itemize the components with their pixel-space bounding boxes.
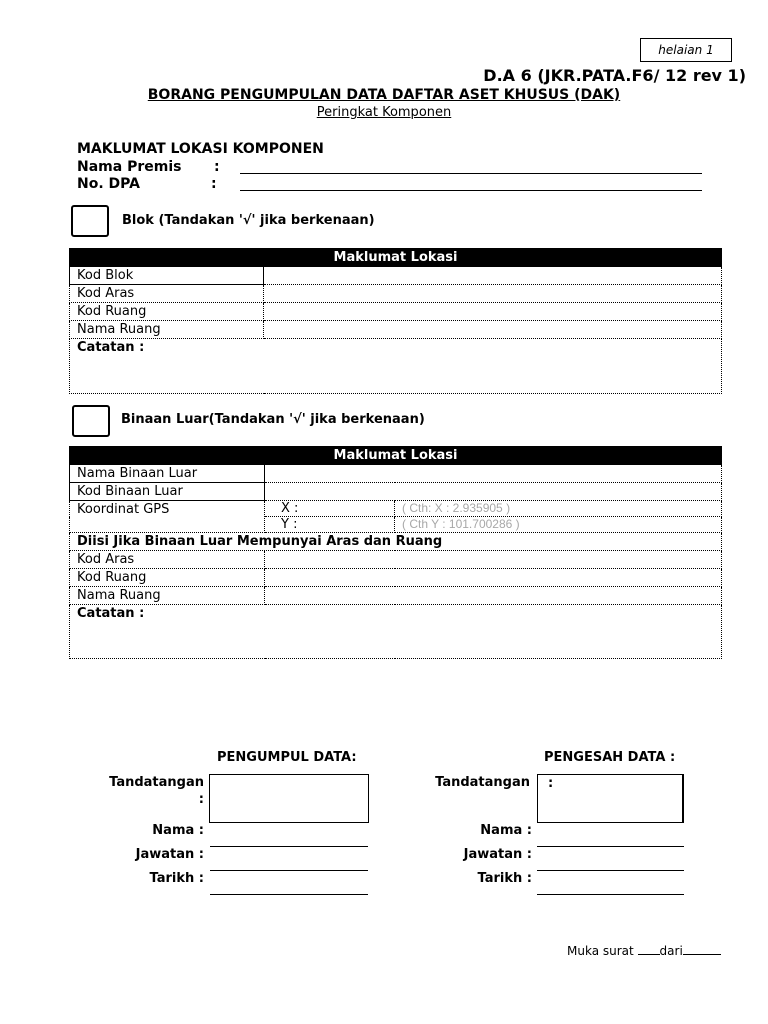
external-code-label: Kod Binaan Luar xyxy=(70,483,265,501)
form-subtitle: Peringkat Komponen xyxy=(316,105,452,120)
gps-x-label: X : xyxy=(265,501,395,517)
external-checkbox-label: Binaan Luar(Tandakan '√' jika berkenaan) xyxy=(121,412,425,427)
approver-position-label: Jawatan : xyxy=(463,847,532,862)
collector-signature-label: Tandatangan xyxy=(109,775,204,790)
table-row xyxy=(70,465,722,483)
approver-signature-colon: : xyxy=(548,776,554,791)
approver-heading: PENGESAH DATA : xyxy=(544,750,676,765)
table-row xyxy=(70,501,722,517)
block-notes-label: Catatan : xyxy=(77,340,145,355)
external-room-name-label: Nama Ruang xyxy=(70,587,265,605)
external-code-field[interactable] xyxy=(265,483,722,501)
block-floor-field[interactable] xyxy=(264,285,722,303)
block-room-code-label: Kod Ruang xyxy=(70,303,264,321)
block-code-field[interactable] xyxy=(264,267,722,285)
location-heading: MAKLUMAT LOKASI KOMPONEN xyxy=(77,141,324,157)
approver-name-field[interactable] xyxy=(537,846,684,847)
external-floor-field[interactable] xyxy=(265,551,722,569)
page-of-label: dari xyxy=(659,944,683,958)
dpa-field[interactable] xyxy=(240,190,702,191)
approver-name-label: Nama : xyxy=(480,823,532,838)
external-name-field[interactable] xyxy=(265,465,722,483)
collector-date-field[interactable] xyxy=(210,894,368,895)
collector-signature-box[interactable] xyxy=(209,774,369,823)
external-checkbox[interactable] xyxy=(72,405,110,437)
page-total-field[interactable] xyxy=(683,944,721,955)
table-row xyxy=(70,303,722,321)
gps-y-label: Y : xyxy=(265,517,395,533)
block-floor-label: Kod Aras xyxy=(70,285,264,303)
dpa-label: No. DPA xyxy=(77,176,140,192)
floor-room-note: Diisi Jika Binaan Luar Mempunyai Aras dan Ruang xyxy=(70,533,722,551)
page-label-box: helaian 1 xyxy=(640,38,732,62)
premise-label: Nama Premis xyxy=(77,159,182,175)
block-room-name-label: Nama Ruang xyxy=(70,321,264,339)
gps-y-hint: ( Cth Y : 101.700286 ) xyxy=(402,517,520,531)
collector-date-label: Tarikh : xyxy=(149,871,204,886)
premise-colon: : xyxy=(214,159,220,175)
collector-heading: PENGUMPUL DATA: xyxy=(217,750,357,765)
table-row xyxy=(70,483,722,501)
approver-signature-label: Tandatangan xyxy=(435,775,530,790)
form-title: BORANG PENGUMPULAN DATA DAFTAR ASET KHUSUS (DAK) xyxy=(147,87,621,103)
gps-x-hint: ( Cth: X : 2.935905 ) xyxy=(402,501,511,515)
block-checkbox[interactable] xyxy=(71,205,109,237)
collector-position-label: Jawatan : xyxy=(135,847,204,862)
external-room-name-field[interactable] xyxy=(265,587,722,605)
collector-name-label: Nama : xyxy=(152,823,204,838)
block-location-table xyxy=(69,248,722,394)
external-room-code-label: Kod Ruang xyxy=(70,569,265,587)
collector-name-field[interactable] xyxy=(210,846,368,847)
external-name-label: Nama Binaan Luar xyxy=(70,465,265,483)
approver-position-field[interactable] xyxy=(537,870,684,871)
external-notes-label: Catatan : xyxy=(77,606,145,621)
block-room-name-field[interactable] xyxy=(264,321,722,339)
gps-y-field[interactable] xyxy=(395,517,722,533)
external-floor-label: Kod Aras xyxy=(70,551,265,569)
table-row xyxy=(70,321,722,339)
approver-signature-box[interactable] xyxy=(537,774,684,823)
approver-date-label: Tarikh : xyxy=(477,871,532,886)
page-footer xyxy=(567,944,721,958)
external-table-header: Maklumat Lokasi xyxy=(70,447,722,465)
external-room-code-field[interactable] xyxy=(265,569,722,587)
table-row xyxy=(70,587,722,605)
block-notes-field[interactable] xyxy=(70,339,722,394)
table-row xyxy=(70,267,722,285)
page-number-field[interactable] xyxy=(638,944,660,955)
premise-field[interactable] xyxy=(240,173,702,174)
block-room-code-field[interactable] xyxy=(264,303,722,321)
collector-position-field[interactable] xyxy=(210,870,368,871)
dpa-colon: : xyxy=(211,176,217,192)
table-row xyxy=(70,551,722,569)
external-notes-field[interactable] xyxy=(70,605,722,659)
table-row xyxy=(70,569,722,587)
gps-label: Koordinat GPS xyxy=(70,501,265,533)
block-table-header: Maklumat Lokasi xyxy=(70,249,722,267)
document-code: D.A 6 (JKR.PATA.F6/ 12 rev 1) xyxy=(483,66,746,85)
block-code-label: Kod Blok xyxy=(70,267,264,285)
block-checkbox-label: Blok (Tandakan '√' jika berkenaan) xyxy=(122,213,375,228)
collector-signature-colon: : xyxy=(198,792,204,807)
external-location-table xyxy=(69,446,722,659)
gps-x-field[interactable] xyxy=(395,501,722,517)
page-number-label: Muka surat xyxy=(567,944,634,958)
table-row xyxy=(70,285,722,303)
approver-date-field[interactable] xyxy=(537,894,684,895)
